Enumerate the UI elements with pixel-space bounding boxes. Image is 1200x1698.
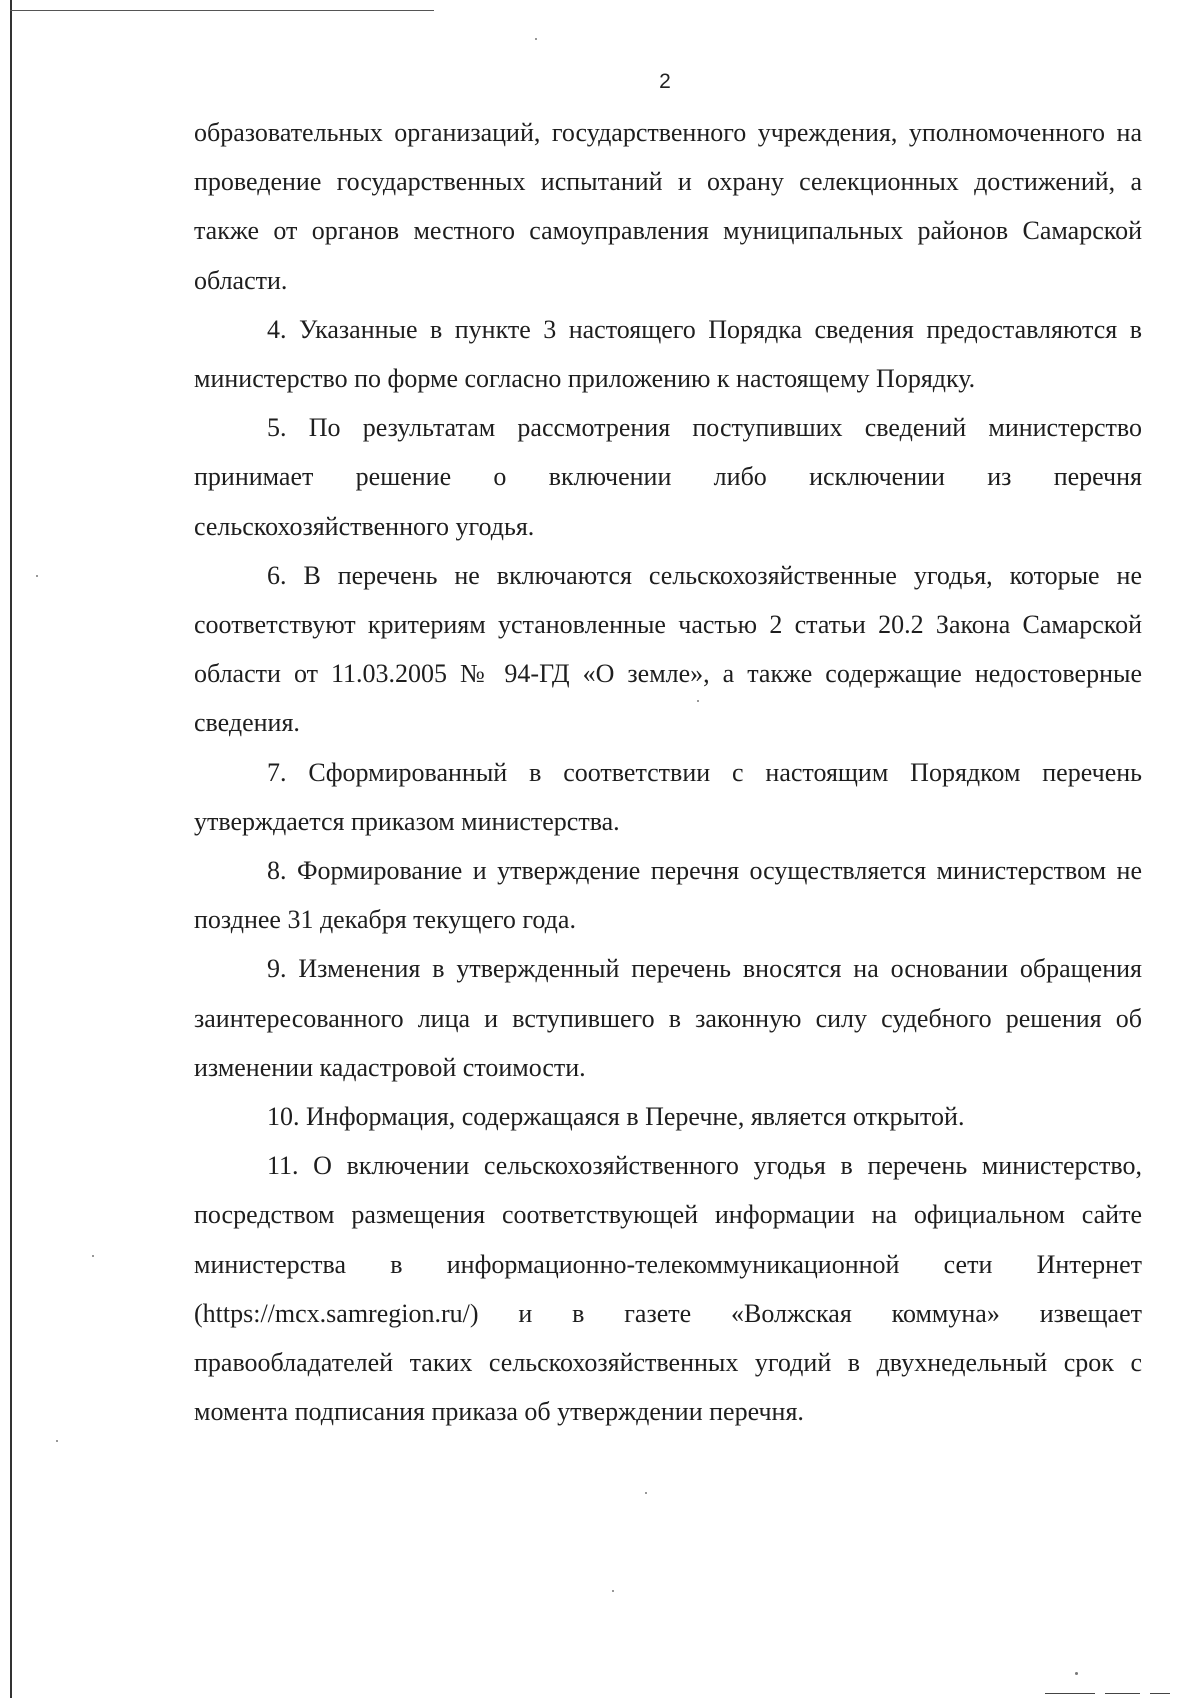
paragraph-item-6: 6. В перечень не включаются сельскохозяйственные угодья, которые не соответствуют критериям установленные частью 2 статьи 20.2 Закона Самарской области от 11.03.2005 № 94-ГД «О земле», а также содержащие недостоверные сведения. <box>194 560 1142 738</box>
paragraph-item-9: 9. Изменения в утвержденный перечень вносятся на основании обращения заинтересованного лица и вступившего в законную силу судебного решения об изменении кадастровой стоимости. <box>194 954 1142 1082</box>
scan-speck <box>612 1590 614 1592</box>
scan-speck <box>36 575 38 577</box>
document-body <box>194 108 1142 1436</box>
scan-speck <box>56 1440 58 1442</box>
scan-bottom-dash <box>1045 1693 1095 1694</box>
scan-left-edge <box>10 0 12 1698</box>
scan-speck <box>535 38 537 40</box>
paragraph-item-8: 8. Формирование и утверждение перечня осуществляется министерством не позднее 31 декабря текущего года. <box>194 856 1142 935</box>
paragraph-item-4: 4. Указанные в пункте 3 настоящего Порядка сведения предоставляются в министерство по форме согласно приложению к настоящему Порядку. <box>194 314 1142 394</box>
paragraph-item-11: 11. О включении сельскохозяйственного угодья в перечень министерство, посредством размещения соответствующей информации на официальном сайте министерства в информационно-телекоммуникационной сети Интернет (https://mcx.samregion.ru/) и в газете «Волжская коммуна» извещает правообладателей таких сельскохозяйственных угодий в двухнедельный срок с момента подписания приказа об утверждении перечня. <box>194 1151 1142 1427</box>
paragraph-item-7: 7. Сформированный в соответствии с настоящим Порядком перечень утверждается приказом министерства. <box>194 757 1142 836</box>
paragraph-item-10: 10. Информация, содержащаяся в Перечне, является открытой. <box>267 1102 965 1132</box>
scan-speck <box>645 1492 647 1494</box>
scan-bottom-dash <box>1150 1693 1170 1694</box>
scan-speck <box>1075 1672 1078 1675</box>
scan-top-edge <box>10 10 434 11</box>
scan-bottom-dash <box>1105 1693 1140 1694</box>
paragraph-item-5: 5. По результатам рассмотрения поступивших сведений министерство принимает решение о включении либо исключении из перечня сельскохозяйственного угодья. <box>194 413 1142 541</box>
page-number: 2 <box>659 70 671 93</box>
scan-speck <box>92 1255 94 1257</box>
paragraph-continuation: образовательных организаций, государственного учреждения, уполномоченного на проведение государственных испытаний и охрану селекционных достижений, а также от органов местного самоуправления муниципальных районов Самарской области. <box>194 118 1142 295</box>
